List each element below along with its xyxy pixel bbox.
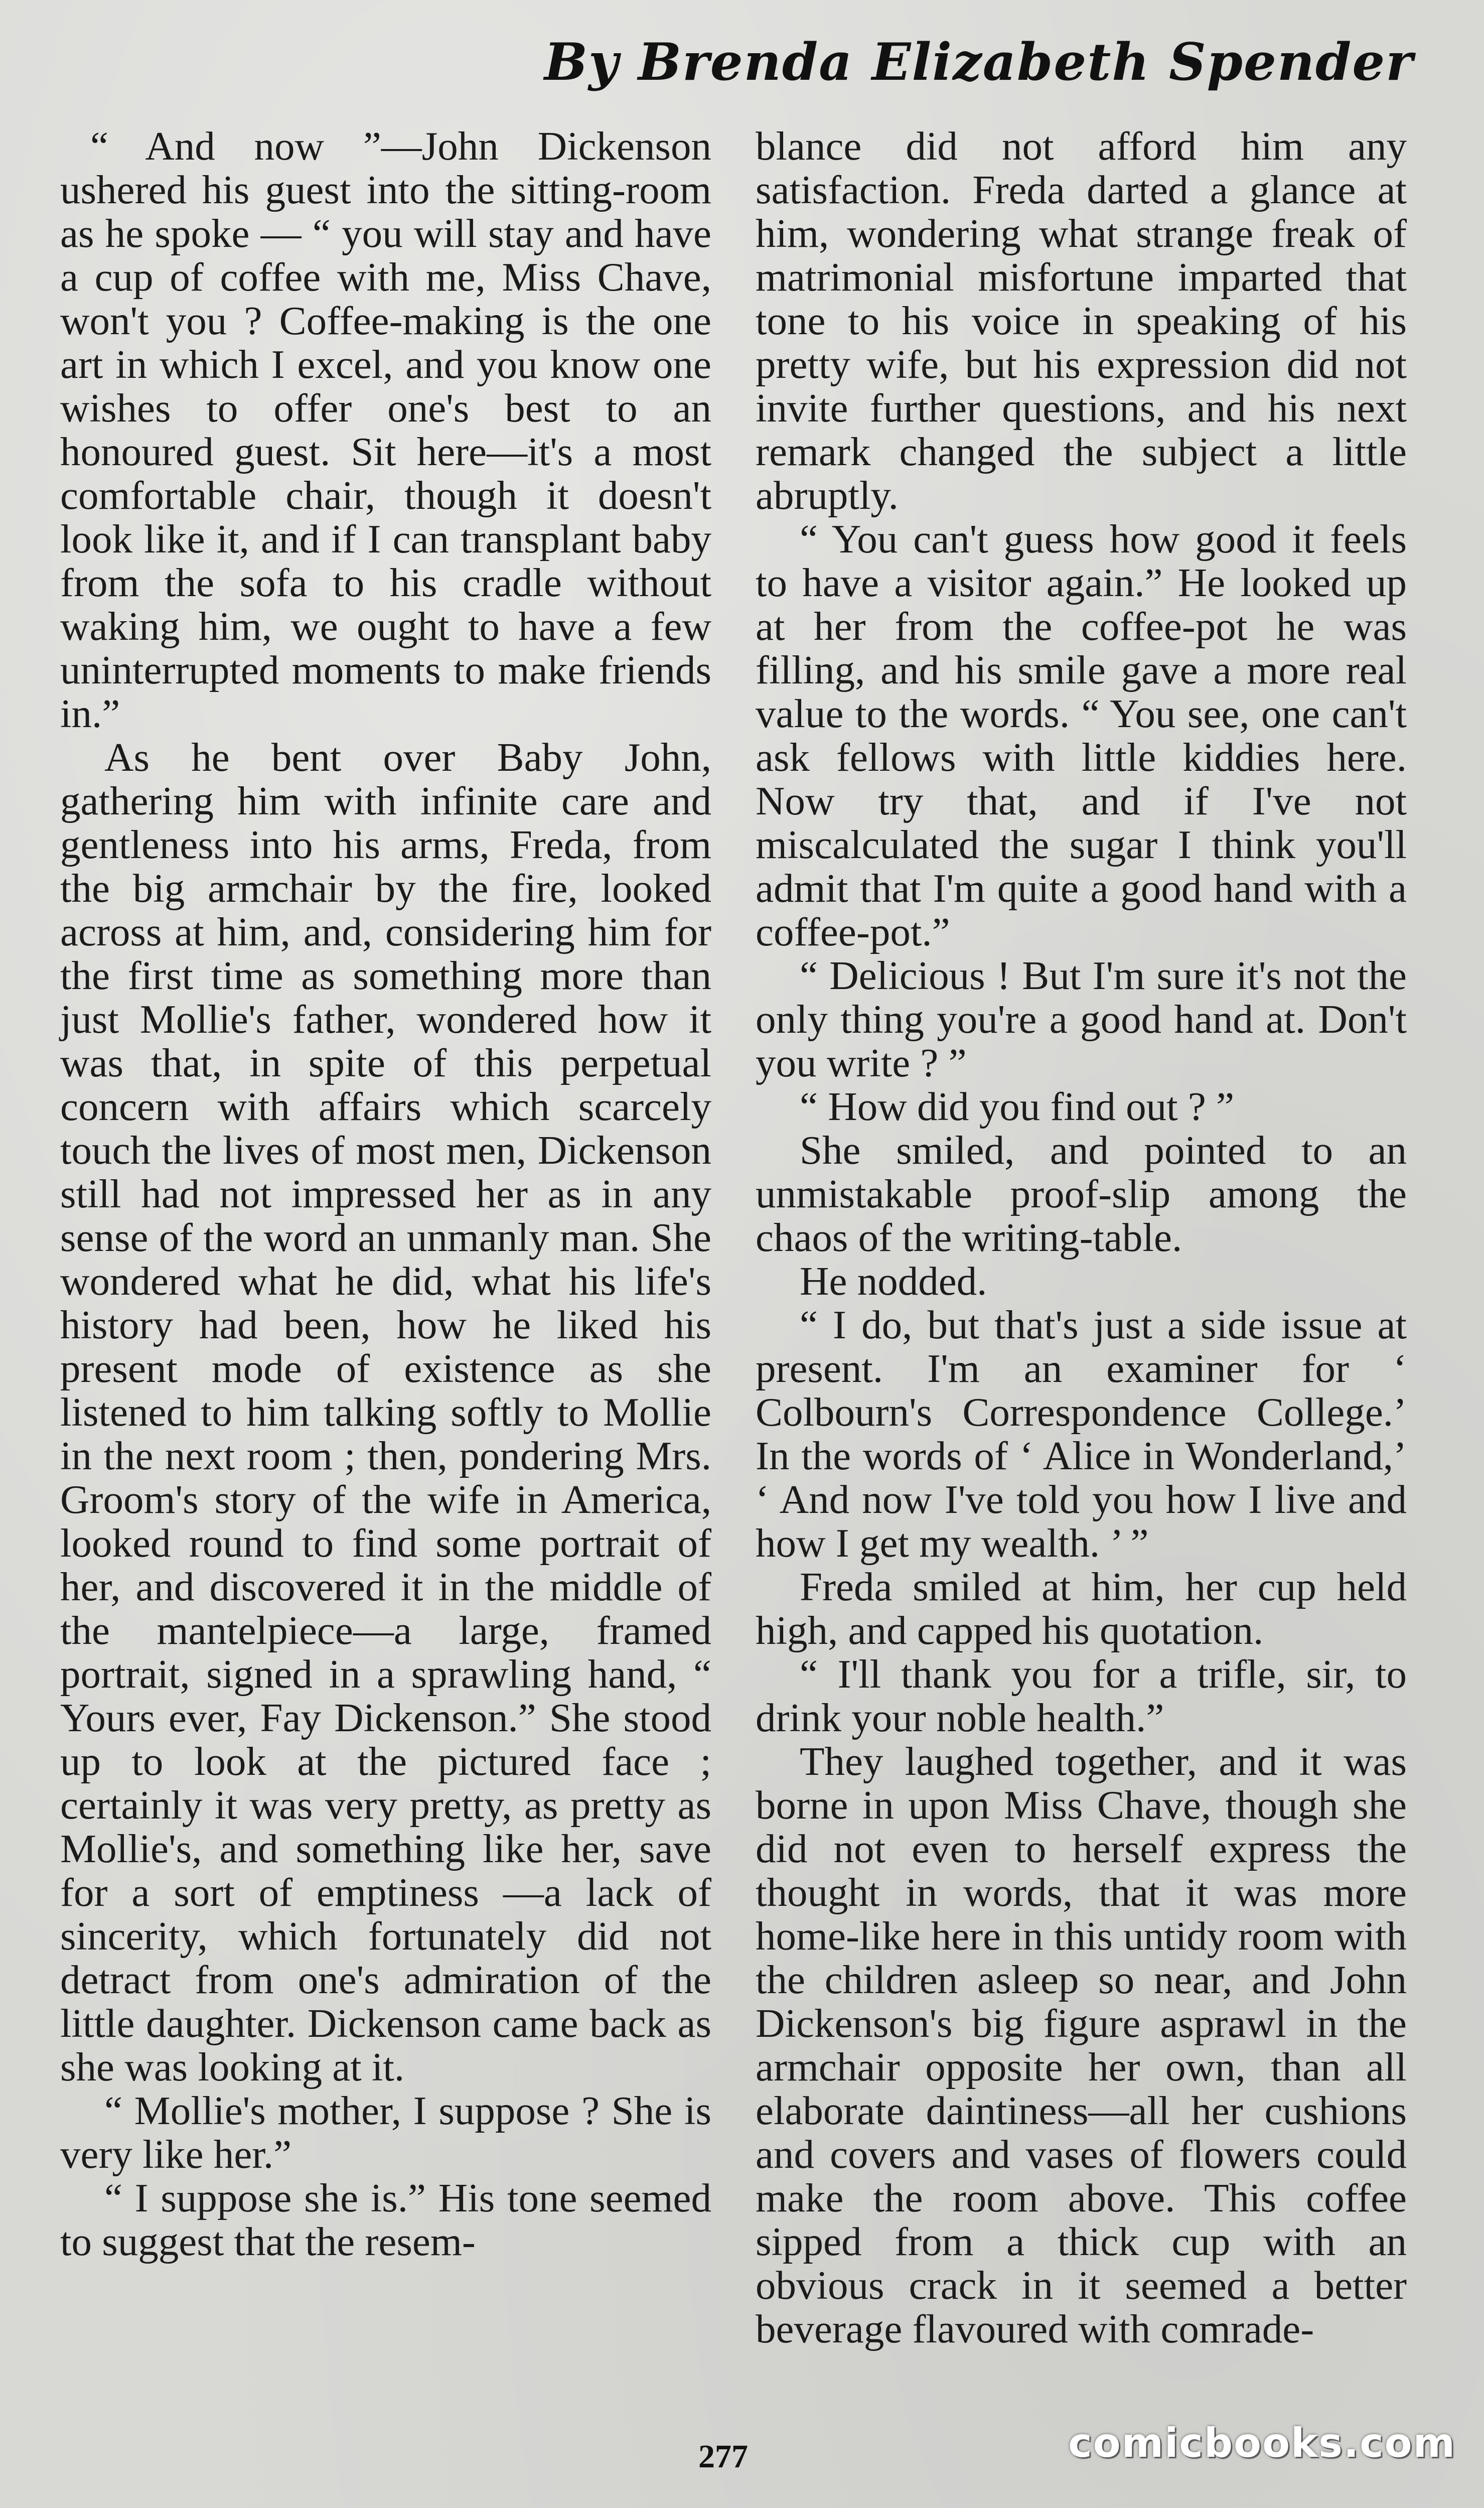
source-watermark: comicbooks.com [1068, 2420, 1456, 2466]
paragraph: “ Delicious ! But I'm sure it's not the only thing you're a good hand at. Don't you write ? ” [756, 953, 1407, 1085]
paragraph: “ How did you find out ? ” [800, 1084, 1235, 1129]
paragraph: “ Mollie's mother, I suppose ? She is very like her.” [60, 2088, 711, 2177]
paragraph: As he bent over Baby John, gathering him with infinite care and gentleness into his arms, Freda, from the big armchair by the fire, looked across at him, and, considering him for the first time as something more than just Mollie's father, wondered how it was that, in spite of this perpetual concern with affairs which scarcely touch the lives of most men, Dickenson still had not impressed her as in any sense of the word an unmanly man. She wondered what he did, what his life's history had been, how he liked his present mode of existence as she listened to him talking softly to Mollie in the next room ; then, pondering Mrs. Groom's story of the wife in America, looked round to find some portrait of her, and discovered it in the middle of the mantelpiece—a large, framed portrait, signed in a sprawling hand, “ Yours ever, Fay Dickenson.” She stood up to look at the pictured face ; certainly it was very pretty, as pretty as Mollie's, and something like her, save for a sort of emptiness —a lack of sincerity, which fortunately did not detract from one's admiration of the little daughter. Dickenson came back as she was looking at it. [60, 735, 711, 2089]
paragraph: They laughed together, and it was borne in upon Miss Chave, though she did not even to herself express the thought in words, that it was more home-like here in this untidy room with the children asleep so near, and John Dickenson's big figure asprawl in the armchair opposite her own, than all elaborate daintiness—all her cushions and covers and vases of flowers could make the room above. This coffee sipped from a thick cup with an obvious crack in it seemed a better beverage flavoured with comrade- [756, 1739, 1407, 2351]
right-text-column [756, 124, 1407, 2351]
paragraph: “ I suppose she is.” His tone seemed to suggest that the resem- [60, 2175, 711, 2264]
page-number: 277 [698, 2438, 748, 2475]
paragraph: “ And now ”—John Dickenson ushered his guest into the sitting-room as he spoke — “ you will stay and have a cup of coffee with me, Miss Chave, won't you ? Coffee-making is the one art in which I excel, and you know one wishes to offer one's best to an honoured guest. Sit here—it's a most comfortable chair, though it doesn't look like it, and if I can transplant baby from the sofa to his cradle without waking him, we ought to have a few uninterrupted moments to make friends in.” [60, 123, 711, 736]
paragraph: “ You can't guess how good it feels to have a visitor again.” He looked up at her from the coffee-pot he was filling, and his smile gave a more real value to the words. “ You see, one can't ask fellows with little kiddies here. Now try that, and if I've not miscalculated the sugar I think you'll admit that I'm quite a good hand with a coffee-pot.” [756, 516, 1407, 954]
paragraph: “ I do, but that's just a side issue at present. I'm an examiner for ‘ Colbourn's Correspondence College.’ In the words of ‘ Alice in Wonderland,’ ‘ And now I've told you how I live and how I get my wealth. ’ ” [756, 1302, 1407, 1566]
paragraph: Freda smiled at him, her cup held high, and capped his quotation. [756, 1564, 1407, 1653]
left-text-column [60, 124, 711, 2264]
paragraph: He nodded. [800, 1259, 987, 1304]
paragraph-continued: blance did not afford him any satisfaction. Freda darted a glance at him, wondering what strange freak of matrimonial misfortune imparted that tone to his voice in speaking of his pretty wife, but his expression did not invite further questions, and his next remark changed the subject a little abruptly. [756, 123, 1407, 518]
paragraph: “ I'll thank you for a trifle, sir, to drink your noble health.” [756, 1651, 1407, 1740]
author-byline: By Brenda Elizabeth Spender [544, 32, 1414, 92]
paragraph: She smiled, and pointed to an unmistakable proof-slip among the chaos of the writing-table. [756, 1128, 1407, 1260]
